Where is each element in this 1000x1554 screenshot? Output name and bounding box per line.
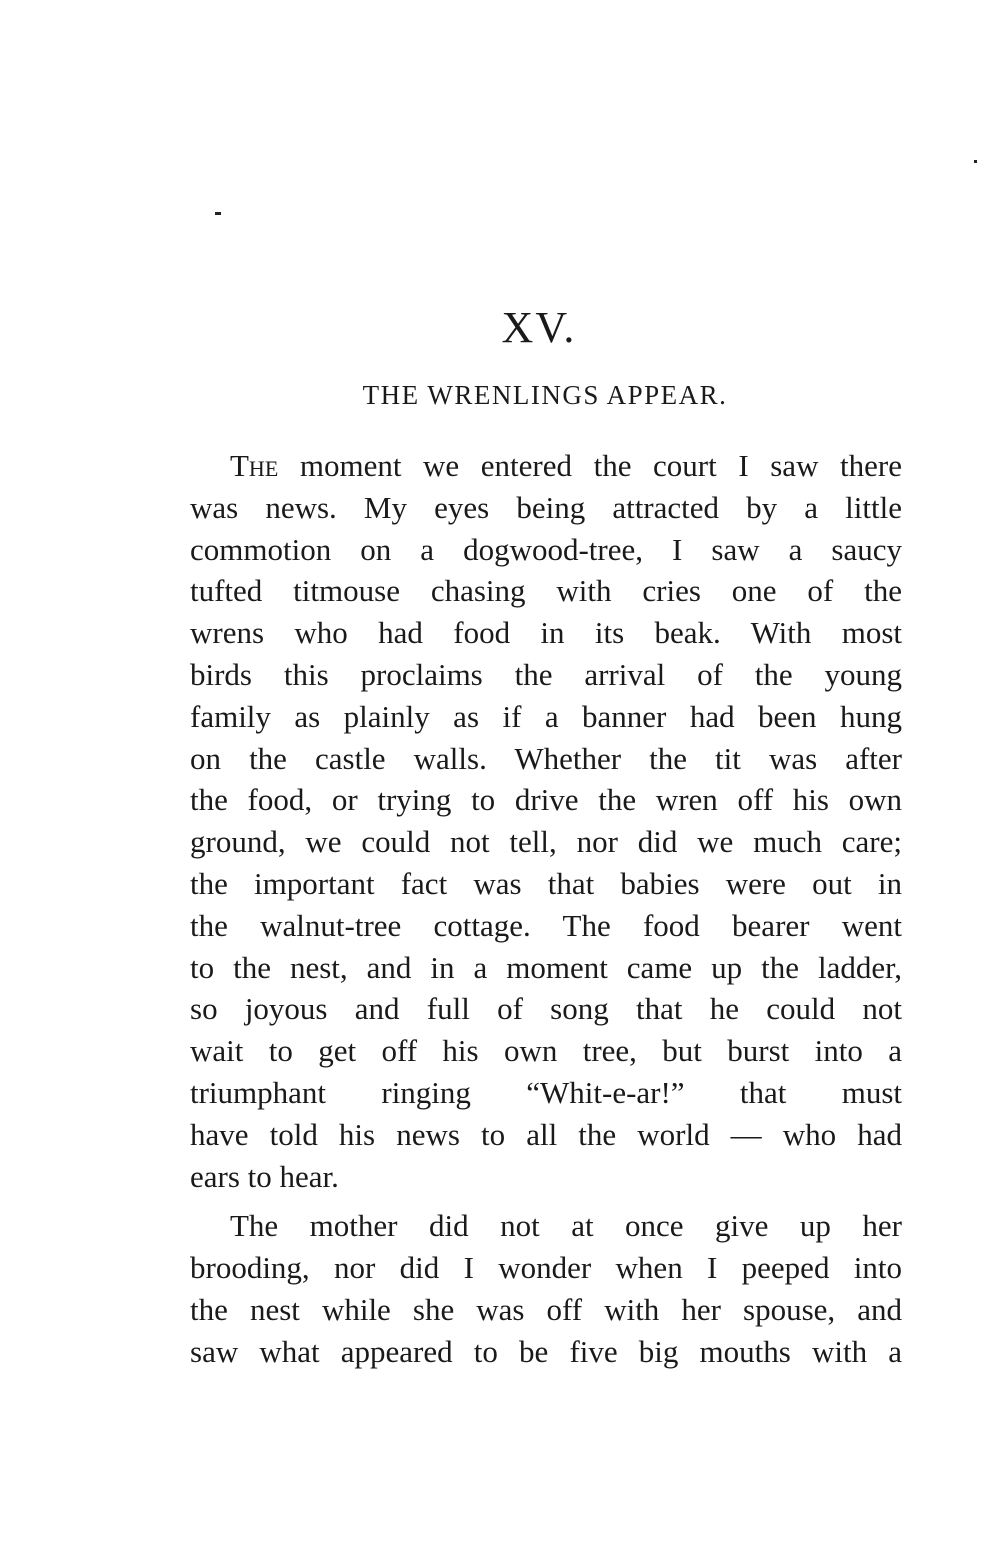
text-line: ground, we could not tell, nor did we much care;: [190, 824, 902, 860]
paragraph: [190, 445, 902, 1197]
text-line: so joyous and full of song that he could not: [190, 991, 902, 1027]
text-line: tufted titmouse chasing with cries one of the: [190, 573, 902, 609]
text-line: ears to hear.: [190, 1158, 339, 1194]
chapter-number: XV.: [501, 303, 577, 352]
text-line: saw what appeared to be five big mouths with a: [190, 1333, 902, 1369]
text-line: the important fact was that babies were out in: [190, 865, 902, 901]
text-line: the nest while she was off with her spouse, and: [190, 1291, 902, 1327]
text-line: birds this proclaims the arrival of the young: [190, 656, 902, 692]
paragraph: [190, 1205, 902, 1372]
text-line: the walnut-tree cottage. The food bearer went: [190, 907, 902, 943]
text-line: The mother did not at once give up her: [230, 1208, 902, 1244]
text-line: on the castle walls. Whether the tit was after: [190, 740, 902, 776]
text-line: have told his news to all the world — who had: [190, 1116, 902, 1152]
text-line: was news. My eyes being attracted by a little: [190, 489, 902, 525]
print-speck: [974, 160, 977, 163]
text-line: wait to get off his own tree, but burst into a: [190, 1033, 902, 1069]
text-line: triumphant ringing “Whit-e-ar!” that must: [190, 1074, 902, 1110]
text-line: the food, or trying to drive the wren off his own: [190, 782, 902, 818]
line-text: moment we entered the court I saw there: [278, 448, 902, 483]
text-line: wrens who had food in its beak. With most: [190, 615, 902, 651]
print-speck: [215, 212, 221, 215]
text-line: [190, 445, 902, 487]
text-line: family as plainly as if a banner had been hung: [190, 698, 902, 734]
text-line: to the nest, and in a moment came up the ladder,: [190, 949, 902, 985]
text-line: brooding, nor did I wonder when I peeped into: [190, 1250, 902, 1286]
chapter-title: THE WRENLINGS APPEAR.: [362, 380, 728, 410]
body-text: [190, 445, 902, 1381]
lead-word: The: [230, 448, 279, 483]
text-line: commotion on a dogwood-tree, I saw a saucy: [190, 531, 902, 567]
